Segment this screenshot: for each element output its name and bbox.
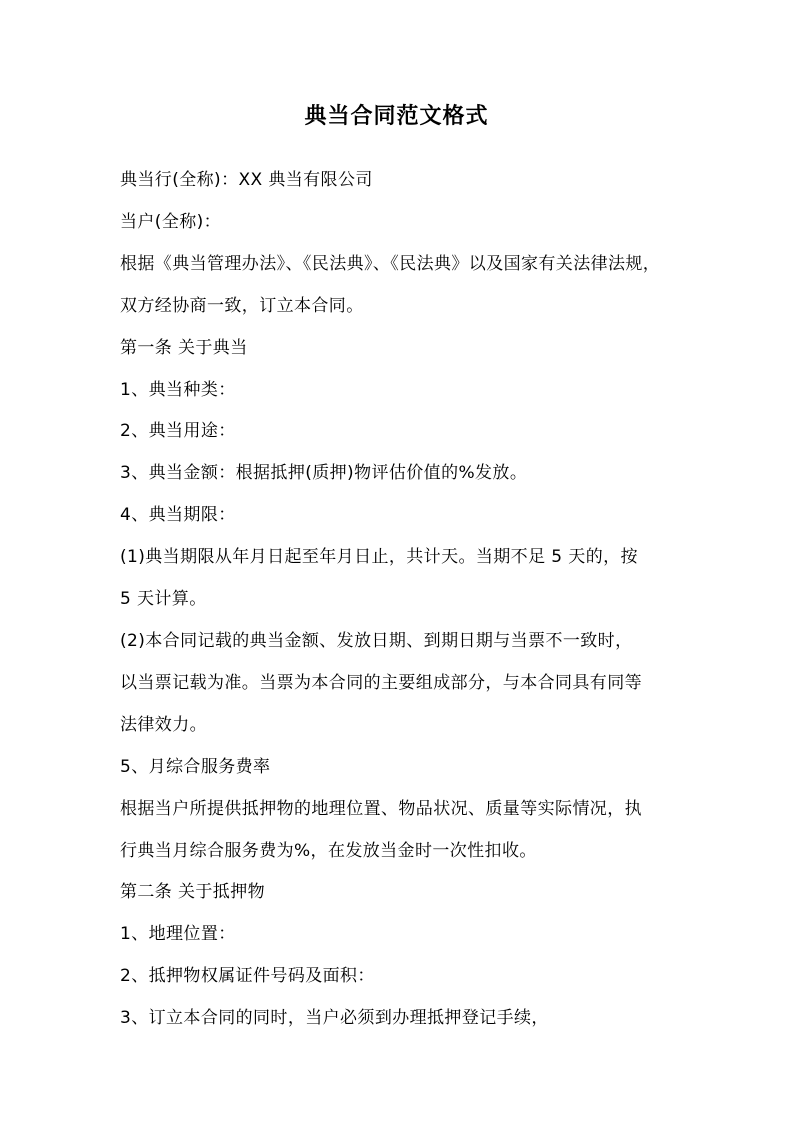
paragraph-legal-basis-cont: 双方经协商一致，订立本合同。: [120, 295, 364, 316]
clause-pawn-amount: 3、典当金额：根据抵押(质押)物评估价值的%发放。: [120, 463, 528, 484]
clause-term-discrepancy-end: 法律效力。: [120, 714, 207, 735]
clause-location: 1、地理位置：: [120, 924, 236, 945]
clause-registration: 3、订立本合同的同时，当户必须到办理抵押登记手续，: [120, 1008, 549, 1029]
clause-certificate: 2、抵押物权属证件号码及面积：: [120, 966, 375, 987]
paragraph-pawner-name: 当户(全称)：: [120, 211, 222, 232]
clause-term-discrepancy: (2)本合同记载的典当金额、发放日期、到期日期与当票不一致时，: [120, 630, 633, 651]
document-body: [120, 160, 680, 1040]
article-2-heading: 第二条 关于抵押物: [120, 882, 266, 903]
clause-pawn-term: 4、典当期限：: [120, 505, 236, 526]
clause-term-detail: (1)典当期限从年月日起至年月日止，共计天。当期不足 5 天的，按: [120, 547, 638, 568]
clause-service-fee: 根据当户所提供抵押物的地理位置、物品状况、质量等实际情况，执: [120, 798, 642, 819]
article-1-heading: 第一条 关于典当: [120, 337, 248, 358]
paragraph-pawnshop-name: 典当行(全称)：XX 典当有限公司: [120, 170, 373, 190]
paragraph-legal-basis: 根据《典当管理办法》、《民法典》、《民法典》以及国家有关法律法规，: [120, 253, 661, 274]
clause-service-fee-cont: 行典当月综合服务费为%，在发放当金时一次性扣收。: [120, 840, 537, 861]
clause-pawn-purpose: 2、典当用途：: [120, 421, 236, 442]
clause-term-discrepancy-cont: 以当票记载为准。当票为本合同的主要组成部分，与本合同具有同等: [120, 672, 642, 693]
clause-pawn-type: 1、典当种类：: [120, 379, 236, 400]
document-title: 典当合同范文格式: [304, 104, 489, 129]
clause-term-detail-cont: 5 天计算。: [120, 589, 207, 610]
clause-service-fee-heading: 5、月综合服务费率: [120, 756, 271, 777]
